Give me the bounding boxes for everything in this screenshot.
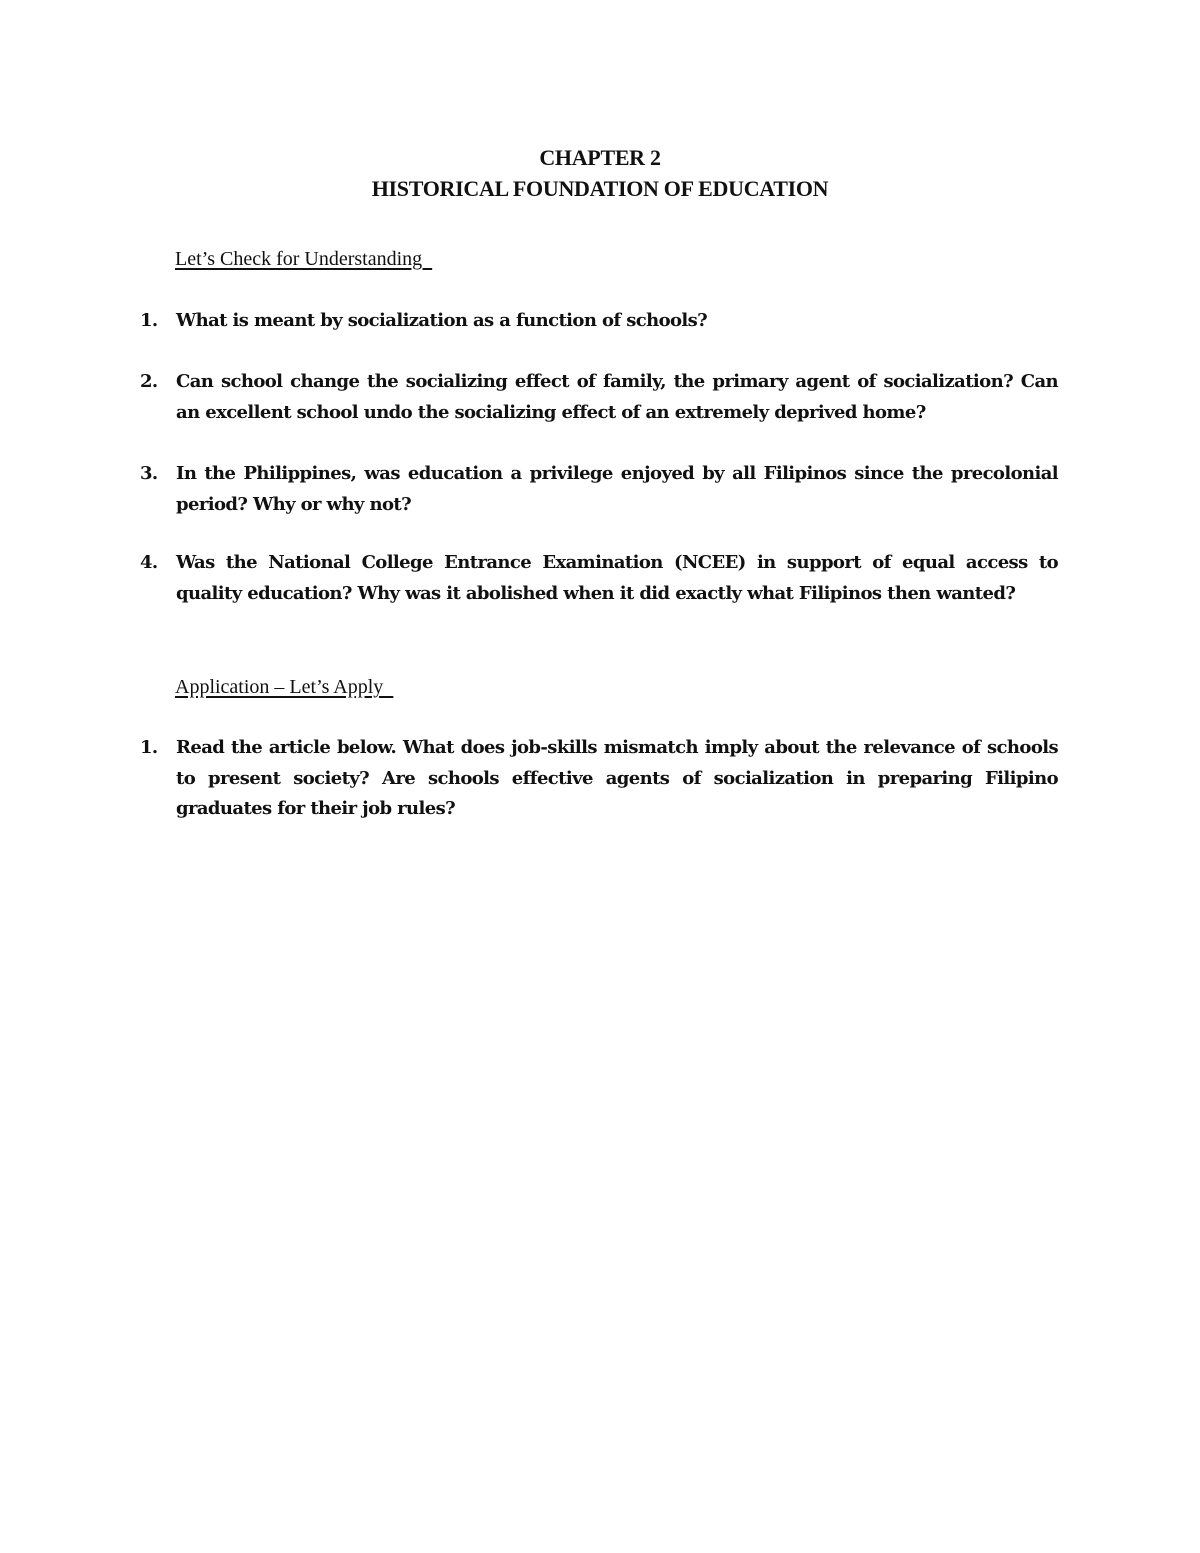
question-text: Was the National College Entrance Examination (NCEE) in support of equal access to quality education? Why was it abolished when it did exactly what Filipinos then wanted? bbox=[176, 552, 1058, 604]
question-text: Can school change the socializing effect of family, the primary agent of socialization? Can an excellent school undo the socializing effect of an extremely deprived home? bbox=[176, 371, 1058, 423]
question-number: 1. bbox=[140, 310, 158, 331]
section-heading-check-understanding: Let’s Check for Understanding bbox=[175, 248, 433, 270]
question-number: 4. bbox=[140, 552, 158, 573]
chapter-number: CHAPTER 2 bbox=[539, 145, 661, 170]
question-number: 2. bbox=[140, 371, 158, 392]
question-text: What is meant by socialization as a function of schools? bbox=[176, 310, 708, 331]
question-item bbox=[140, 733, 1058, 825]
question-item bbox=[140, 459, 1058, 520]
question-item bbox=[140, 367, 1058, 428]
question-number: 1. bbox=[140, 737, 158, 758]
question-item bbox=[140, 548, 1058, 609]
question-number: 3. bbox=[140, 463, 158, 484]
chapter-title: HISTORICAL FOUNDATION OF EDUCATION bbox=[371, 176, 829, 201]
section-heading-application: Application – Let’s Apply bbox=[175, 676, 394, 698]
question-text: In the Philippines, was education a privilege enjoyed by all Filipinos since the precolonial period? Why or why not? bbox=[176, 463, 1058, 515]
question-text: Read the article below. What does job-skills mismatch imply about the relevance of schools to present society? Are schools effective agents of socialization in preparing Filipino graduates for their job rules? bbox=[176, 737, 1058, 819]
question-item bbox=[140, 306, 1058, 337]
